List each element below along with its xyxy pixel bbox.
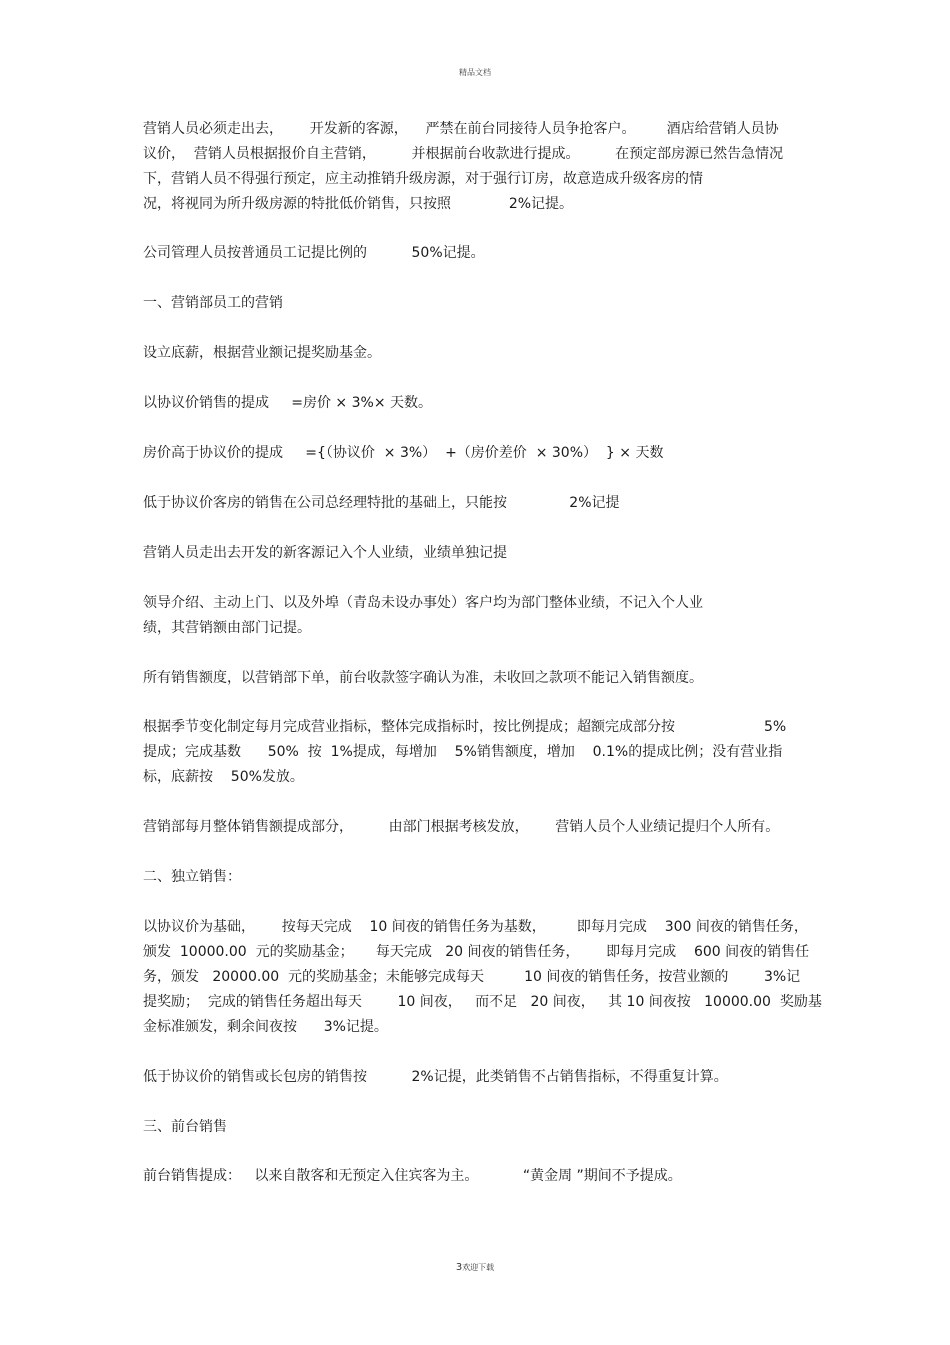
paragraph-line: 营销人员必须走出去， 开发新的客源， 严禁在前台同接待人员争抢客户。 酒店给营销人员协 [143,121,779,137]
paragraph-line: 房价高于协议价的提成 ={（协议价 × 3%） +（房价差价 × 30%） } × 天数 [143,445,664,461]
paragraph-line: 金标准颁发，剩余间夜按 3%记提。 [143,1019,388,1035]
paragraph-line: 根据季节变化制定每月完成营业指标，整体完成指标时，按比例提成；超额完成部分按 5% [143,719,787,735]
paragraph-line: 前台销售提成： 以来自散客和无预定入住宾客为主。 “黄金周 ”期间不予提成。 [143,1168,682,1184]
paragraph-line: 公司管理人员按普通员工记提比例的 50%记提。 [143,245,485,261]
paragraph-line: 况，将视同为所升级房源的特批低价销售，只按照 2%记提。 [143,196,574,212]
paragraph-line: 以协议价销售的提成 =房价 × 3%× 天数。 [143,395,433,411]
paragraph-line: 领导介绍、主动上门、以及外埠（青岛未设办事处）客户均为部门整体业绩，不记入个人业 [143,595,703,611]
paragraph-line: 所有销售额度，以营销部下单，前台收款签字确认为准，未收回之款项不能记入销售额度。 [143,670,703,686]
page-number: 3 [455,1262,463,1273]
paragraph-line: 低于协议价的销售或长包房的销售按 2%记提，此类销售不占销售指标，不得重复计算。 [143,1069,728,1085]
page-header: 精品文档 [459,68,491,77]
paragraph-line: 设立底薪，根据营业额记提奖励基金。 [143,345,381,361]
paragraph-line: 议价， 营销人员根据报价自主营销， 并根据前台收款进行提成。 在预定部房源已然告急情况 [143,146,784,162]
paragraph-line: 提奖励； 完成的销售任务超出每天 10 间夜， 而不足 20 间夜， 其 10 间夜按 10000.00 奖励基 [143,994,822,1010]
paragraph-line: 三、前台销售 [143,1119,227,1135]
paragraph-line: 下，营销人员不得强行预定，应主动推销升级房源，对于强行订房，故意造成升级客房的情 [143,171,703,187]
paragraph-line: 务，颁发 20000.00 元的奖励基金；未能够完成每天 10 间夜的销售任务，按营业额的 3%记 [143,969,801,985]
paragraph-line: 营销人员走出去开发的新客源记入个人业绩，业绩单独记提 [143,545,507,561]
paragraph-line: 营销部每月整体销售额提成部分， 由部门根据考核发放， 营销人员个人业绩记提归个人所有。 [143,819,780,835]
paragraph-line: 以协议价为基础， 按每天完成 10 间夜的销售任务为基数， 即每月完成 300 间夜的销售任务， [143,919,808,935]
paragraph-line: 颁发 10000.00 元的奖励基金； 每天完成 20 间夜的销售任务， 即每月完成 600 间夜的销售任 [143,944,810,960]
paragraph-line: 低于协议价客房的销售在公司总经理特批的基础上，只能按 2%记提 [143,495,620,511]
footer-text: 欢迎下载 [462,1263,495,1272]
paragraph-line: 标，底薪按 50%发放。 [143,769,304,785]
paragraph-line: 一、营销部员工的营销 [143,295,283,311]
page-footer [0,1262,950,1273]
paragraph-line: 绩，其营销额由部门记提。 [143,620,311,636]
paragraph-line: 二、独立销售： [143,869,241,885]
paragraph-line: 提成；完成基数 50% 按 1%提成，每增加 5%销售额度，增加 0.1%的提成比例；没有营业指 [143,744,783,760]
